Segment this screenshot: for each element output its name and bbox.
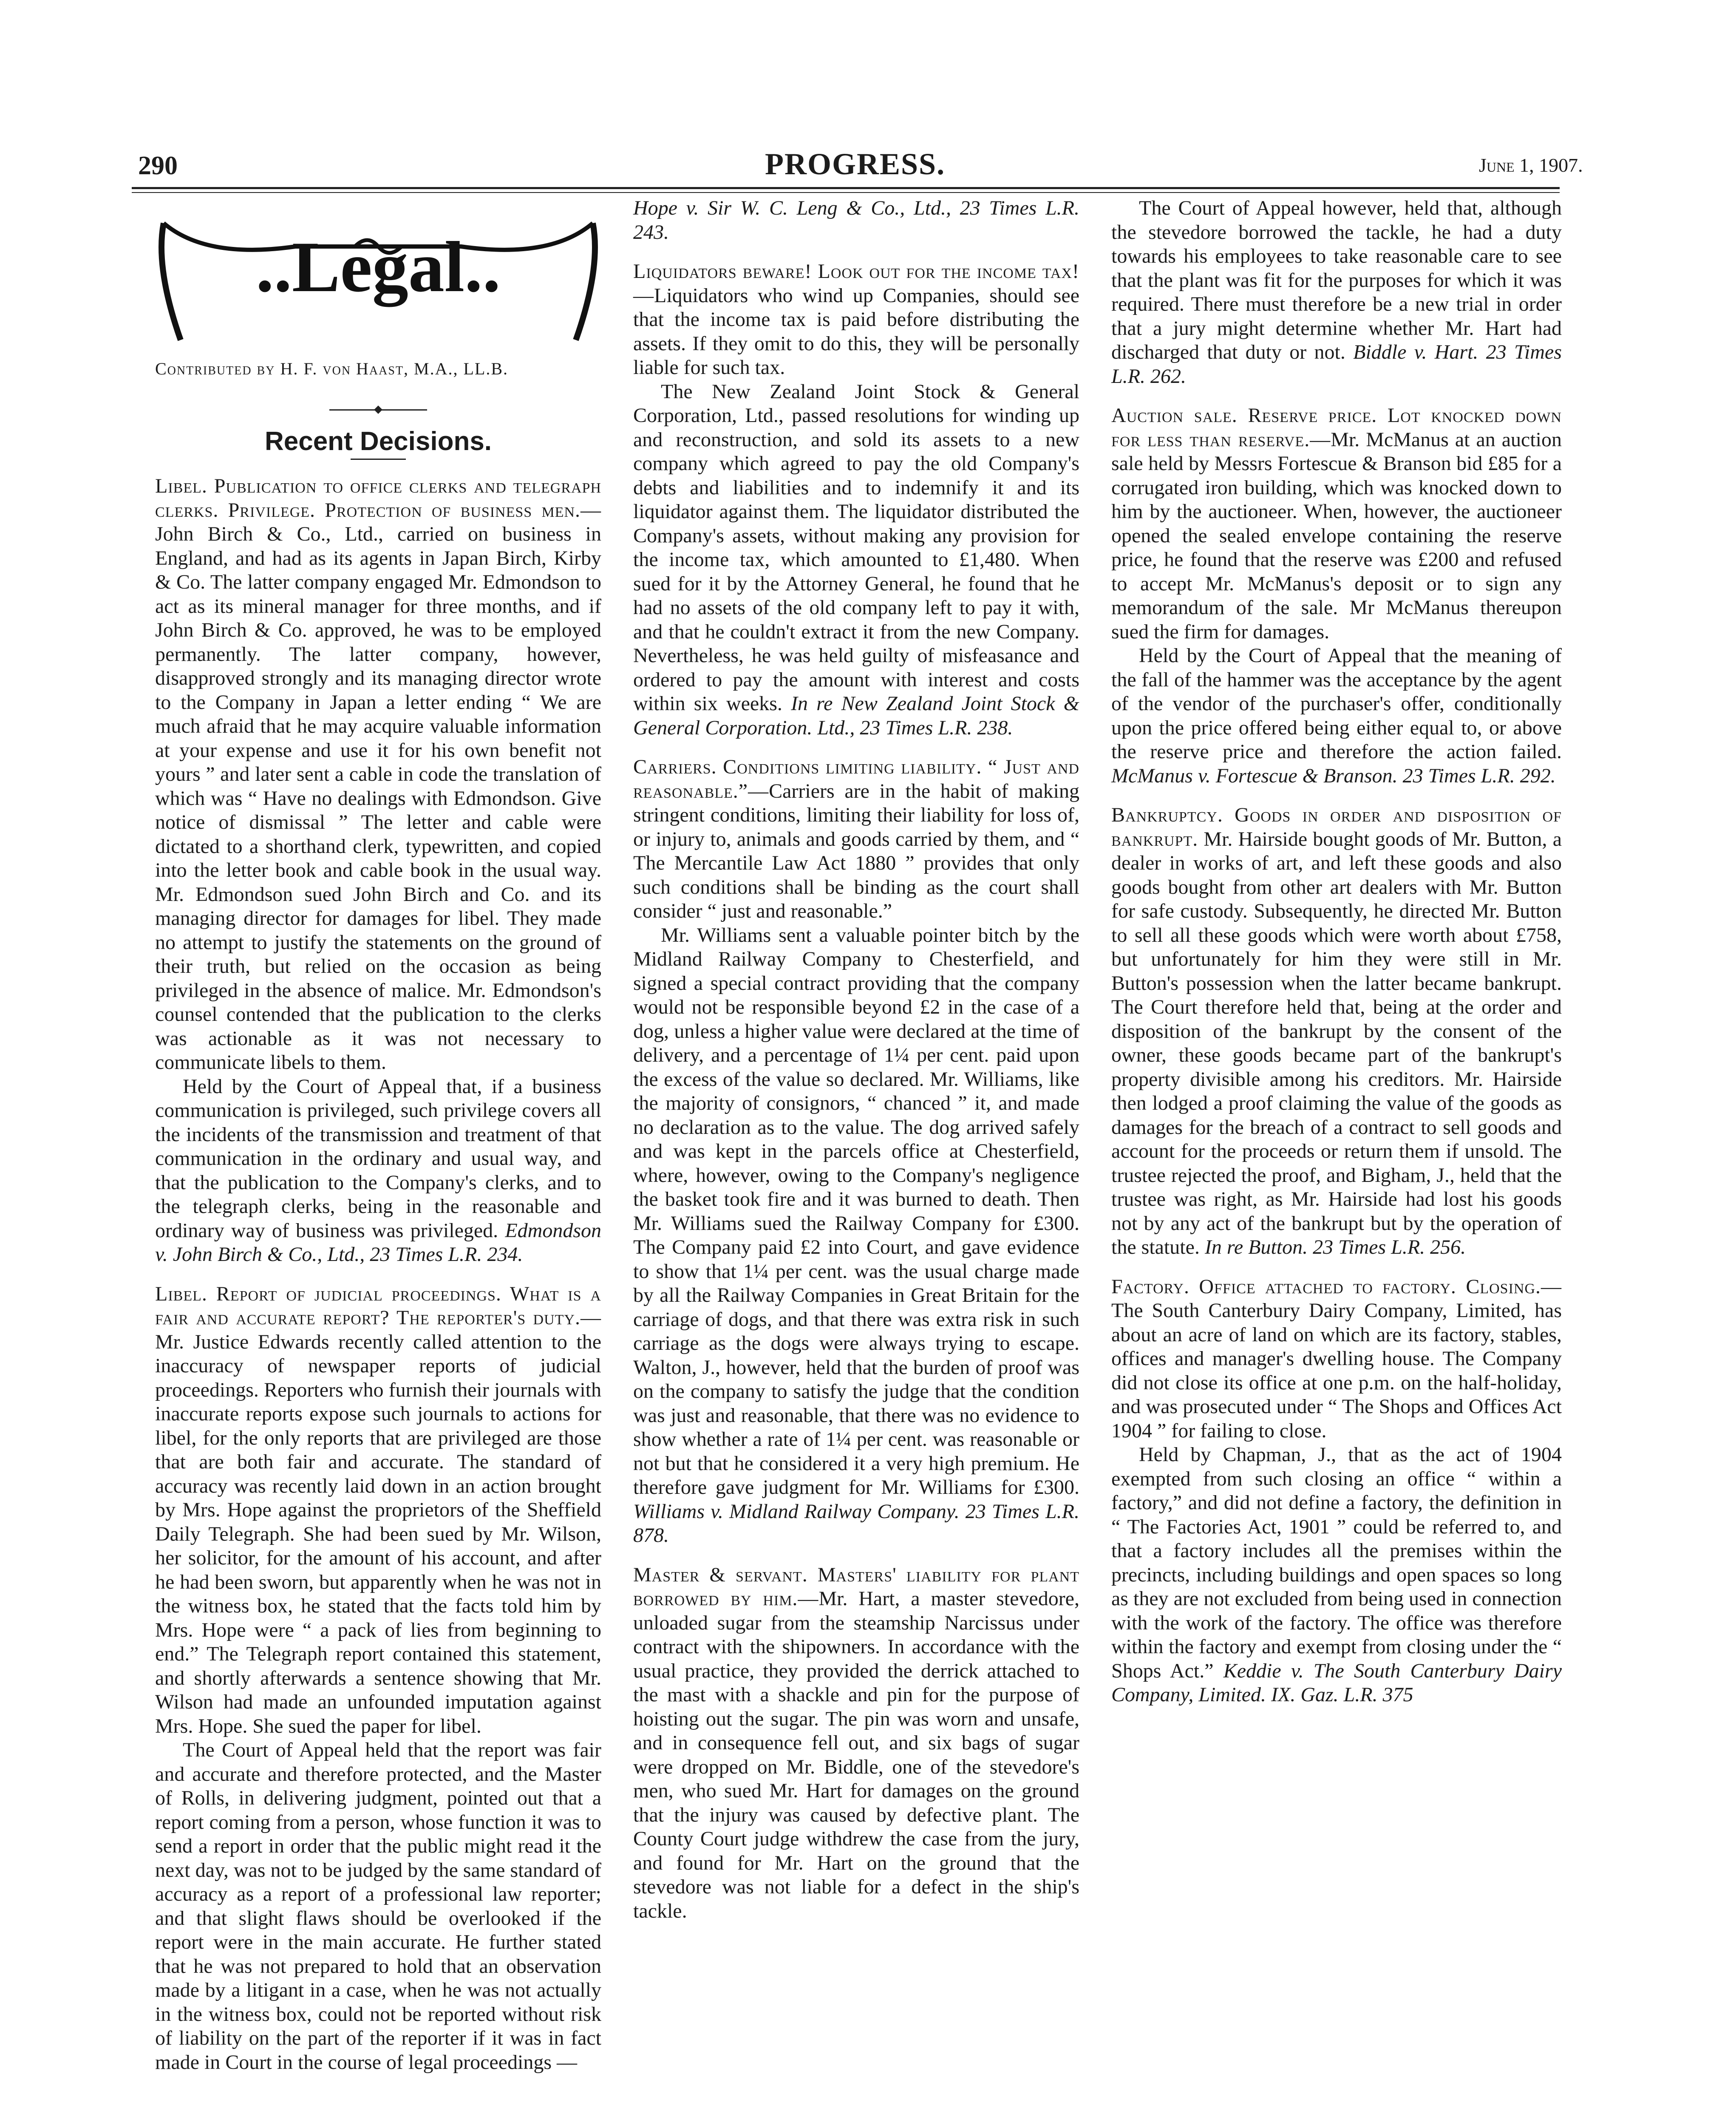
- case-citation: Biddle v. Hart. 23 Times L.R. 262.: [1111, 341, 1562, 388]
- column-2: [633, 196, 1079, 2125]
- header-rule-thin: [132, 192, 1560, 193]
- case-factory: Factory. Office attached to factory. Closing.—The South Canterbury Dairy Company, Limited, has about an acre of land on which are its factory, stables, offices and manager's dwelling house. The Company did not close its office at one p.m. on the half-holiday, and was prosecuted under “ The Shops and Offices Act 1904 ” for failing to close.: [1111, 1275, 1562, 1442]
- section-subtitle: Recent Decisions.: [264, 426, 492, 456]
- banner-title: ..Legal..: [255, 227, 501, 307]
- case-master-servant-holding: The Court of Appeal however, held that, although the stevedore borrowed the tackle, he had a duty towards his employees to take reasonable care to see that the plant was fit for the purposes for which it was required. There must therefore be a new trial in order that a jury might determine whether Mr. Hart had discharged that duty or not. Biddle v. Hart. 23 Times L.R. 262.: [1111, 197, 1562, 388]
- case-citation: Williams v. Midland Railway Company. 23 Times L.R. 878.: [633, 1500, 1079, 1547]
- case-libel-clerks-holding: Held by the Court of Appeal that, if a business communication is privileged, such privilege covers all the incidents of the transmission and treatment of that communication in the ordinary and usual way, and that the publication to the Company's clerks, and to the telegraph clerks, being in the reasonable and ordinary way of business was privileged. Edmondson v. John Birch & Co., Ltd., 23 Times L.R. 234.: [155, 1075, 601, 1266]
- ornamental-divider: [329, 407, 427, 413]
- case-citation: Keddie v. The South Canterbury Dairy Company, Limited. IX. Gaz. L.R. 375: [1111, 1659, 1562, 1706]
- case-citation: Edmondson v. John Birch & Co., Ltd., 23 Times L.R. 234.: [155, 1219, 601, 1266]
- case-libel-reports-holding: The Court of Appeal held that the report was fair and accurate and therefore protected, and the Master of Rolls, in delivering judgment, pointed out that a report coming from a person, whose function it was to send a report in order that the public might read it the next day, was not to be judged by the same standard of accuracy as a report of a professional law reporter; and that slight flaws should be overlooked if the report were in the main accurate. He further stated that he was not prepared to hold that an observation made by a litigant in a case, when he was not actually in the witness box, could not be reported without risk of liability on the part of the reporter if it was in fact made in Court in the course of legal proceedings —: [155, 1739, 601, 2074]
- case-auction-holding: Held by the Court of Appeal that the meaning of the fall of the hammer was the acceptance by the agent of the vendor of the purchaser's offer, conditionally upon the price offered being either equal to, or above the reserve price and therefore the action failed. McManus v. Fortescue & Branson. 23 Times L.R. 292.: [1111, 644, 1562, 787]
- legal-banner: [155, 208, 601, 348]
- header-rule: [132, 187, 1560, 189]
- subtitle-rule: [351, 459, 406, 460]
- case-carriers: Carriers. Conditions limiting liability. “ Just and reasonable.”—Carriers are in the habit of making stringent conditions, limiting their liability for loss of, or injury to, animals and goods carried by them, and “ The Mercantile Law Act 1880 ” provides that only such conditions shall be binding as the court shall consider “ just and reasonable.”: [633, 756, 1079, 922]
- case-libel-clerks: Libel. Publication to office clerks and telegraph clerks. Privilege. Protection of business men.—John Birch & Co., Ltd., carried on business in England, and had as its agents in Japan Birch, Kirby & Co. The latter company engaged Mr. Edmondson to act as its mineral manager for three months, and if John Birch & Co. approved, he was to be employed permanently. The latter company, however, disapproved strongly and its managing director wrote to the Company in Japan a letter ending “ We are much afraid that he may acquire valuable information at your expense and use it for his own benefit not yours ” and later sent a cable in code the translation of which was “ Have no dealings with Edmondson. Give notice of dismissal ” The letter and cable were dictated to a shorthand clerk, typewritten, and copied into the letter book and cable book in the usual way. Mr. Edmondson sued John Birch and Co. and its managing director for damages for libel. They made no attempt to justify the statements on the ground of their truth, but relied on the occasion as being privileged in the absence of malice. Mr. Edmondson's counsel contended that the publication to the clerks was actionable as it was not necessary to communicate libels to them.: [155, 475, 601, 1074]
- case-liquidators-detail: The New Zealand Joint Stock & General Corporation, Ltd., passed resolutions for winding up and reconstruction, and sold its assets to a new company which agreed to pay the old Company's debts and liabilities and to indemnify it and its liquidator against them. The liquidator distributed the Company's assets, without making any provision for the income tax, which amounted to £1,480. When sued for it by the Attorney General, he found that he had no assets of the old company left to pay it with, and that he couldn't extract it from the new Company. Nevertheless, he was held guilty of misfeasance and ordered to pay the amount with interest and costs within six weeks. In re New Zealand Joint Stock & General Corporation. Ltd., 23 Times L.R. 238.: [633, 380, 1080, 739]
- case-citation: McManus v. Fortescue & Branson. 23 Times L.R. 292.: [1111, 764, 1556, 787]
- case-citation: In re Button. 23 Times L.R. 256.: [1204, 1236, 1466, 1258]
- case-liquidators: Liquidators beware! Look out for the income tax!—Liquidators who wind up Companies, should see that the income tax is paid before distributing the assets. If they omit to do this, they will be personally liable for such tax.: [633, 260, 1079, 379]
- case-carriers-detail: Mr. Williams sent a valuable pointer bitch by the Midland Railway Company to Chesterfield, and signed a special contract providing that the company would not be responsible beyond £2 in the case of a dog, unless a higher value were declared at the time of delivery, and a percentage of 1¼ per cent. paid upon the excess of the value so declared. Mr. Williams, like the majority of consignors, “ chanced ” it, and made no declaration as to the value. The dog arrived safely and was kept in the parcels office at Chesterfield, where, however, owing to the Company's negligence the basket took fire and it was burned to death. Then Mr. Williams sued the Railway Company for £300. The Company paid £2 into Court, and gave evidence to show that 1¼ per cent. was the usual charge made by all the Railway Companies in Great Britain for the carriage of dogs, and that there was extra risk in such carriage as the dogs were always trying to escape. Walton, J., however, held that the burden of proof was on the company to satisfy the judge that the condition was just and reasonable, that there was no evidence to show whether a rate of 1¼ per cent. was reasonable or not but that he considered it a very high premium. He therefore gave judgment for Mr. Williams for £300. Williams v. Midland Railway Company. 23 Times L.R. 878.: [633, 924, 1079, 1547]
- case-factory-holding: Held by Chapman, J., that as the act of 1904 exempted from such closing an office “ within a factory,” and did not define a factory, the definition in “ The Factories Act, 1901 ” could be referred to, and that a factory includes all the premises within the precincts, including buildings and open spaces so long as they are not excluded from being used in connection with the work of the factory. The office was therefore within the factory and exempt from closing under the “ Shops Act.” Keddie v. The South Canterbury Dairy Company, Limited. IX. Gaz. L.R. 375: [1111, 1443, 1562, 1706]
- contributor-line: Contributed by H. F. von Haast, M.A., LL.B.: [155, 359, 509, 378]
- case-auction: Auction sale. Reserve price. Lot knocked down for less than reserve.—Mr. McManus at an auction sale held by Messrs Fortescue & Branson bid £85 for a corrugated iron building, which was knocked down to him by the auctioneer. When, however, the auctioneer opened the sealed envelope containing the reserve price, he found that the reserve was £200 and refused to accept Mr. McManus's deposit or to sign any memorandum of the sale. Mr McManus thereupon sued the firm for damages.: [1111, 404, 1562, 643]
- issue-date: June 1, 1907.: [1479, 154, 1583, 176]
- journal-title: PROGRESS.: [765, 147, 946, 181]
- column-3: [1111, 196, 1562, 2125]
- case-citation: In re New Zealand Joint Stock & General Corporation. Ltd., 23 Times L.R. 238.: [633, 692, 1080, 739]
- column-1: [155, 208, 601, 2125]
- case-libel-reports: Libel. Report of judicial proceedings. What is a fair and accurate report? The reporter's duty.—Mr. Justice Edwards recently called attention to the inaccuracy of newspaper reports of judicial proceedings. Reporters who furnish their journals with inaccurate reports expose such journals to actions for libel, for the only reports that are privileged are those that are both fair and accurate. The standard of accuracy was recently laid down in an action brought by Mrs. Hope against the proprietors of the Sheffield Daily Telegraph. She had been sued by Mr. Wilson, her solicitor, for the amount of his account, and after he had been sworn, but apparently when he was not in the witness box, he stated that the facts told him by Mrs. Hope were “ a pack of lies from beginning to end.” The Telegraph report contained this statement, and shortly afterwards a sentence showing that Mr. Wilson had made an unfounded imputation against Mrs. Hope. She sued the paper for libel.: [155, 1282, 601, 1737]
- case-citation: Hope v. Sir W. C. Leng & Co., Ltd., 23 Times L.R. 243.: [633, 197, 1079, 244]
- case-bankruptcy: Bankruptcy. Goods in order and disposition of bankrupt. Mr. Hairside bought goods of Mr. Button, a dealer in works of art, and left these goods and also goods bought from other art dealers with Mr. Button for safe custody. Subsequently, he directed Mr. Button to sell all these goods which were worth about £758, but unfortunately for him they were still in Mr. Button's possession when the latter became bankrupt. The Court therefore held that, being at the order and disposition of the bankrupt by the consent of the owner, these goods became part of the bankrupt's property divisible among his creditors. Mr. Hairside then lodged a proof claiming the value of the goods as damages for the breach of a contract to sell goods and account for the proceeds or return them if unsold. The trustee rejected the proof, and Bigham, J., held that the trustee was right, as Mr. Hairside had lost his goods not by any act of the bankrupt but by the operation of the statute. In re Button. 23 Times L.R. 256.: [1111, 804, 1562, 1258]
- case-master-servant: Master & servant. Masters' liability for plant borrowed by him.—Mr. Hart, a master stevedore, unloaded sugar from the steamship Narcissus under contract with the shipowners. In accordance with the usual practice, they provided the derrick attached to the mast with a shackle and pin for the purpose of hoisting out the sugar. The pin was worn and unsafe, and in consequence fell out, and six bags of sugar were dropped on Mr. Biddle, one of the stevedore's men, who sued Mr. Hart for damages on the ground that the injury was caused by defective plant. The County Court judge withdrew the case from the jury, and found for Mr. Hart on the ground that the stevedore was not liable for a defect in the ship's tackle.: [633, 1563, 1079, 1922]
- page-number: 290: [138, 151, 178, 180]
